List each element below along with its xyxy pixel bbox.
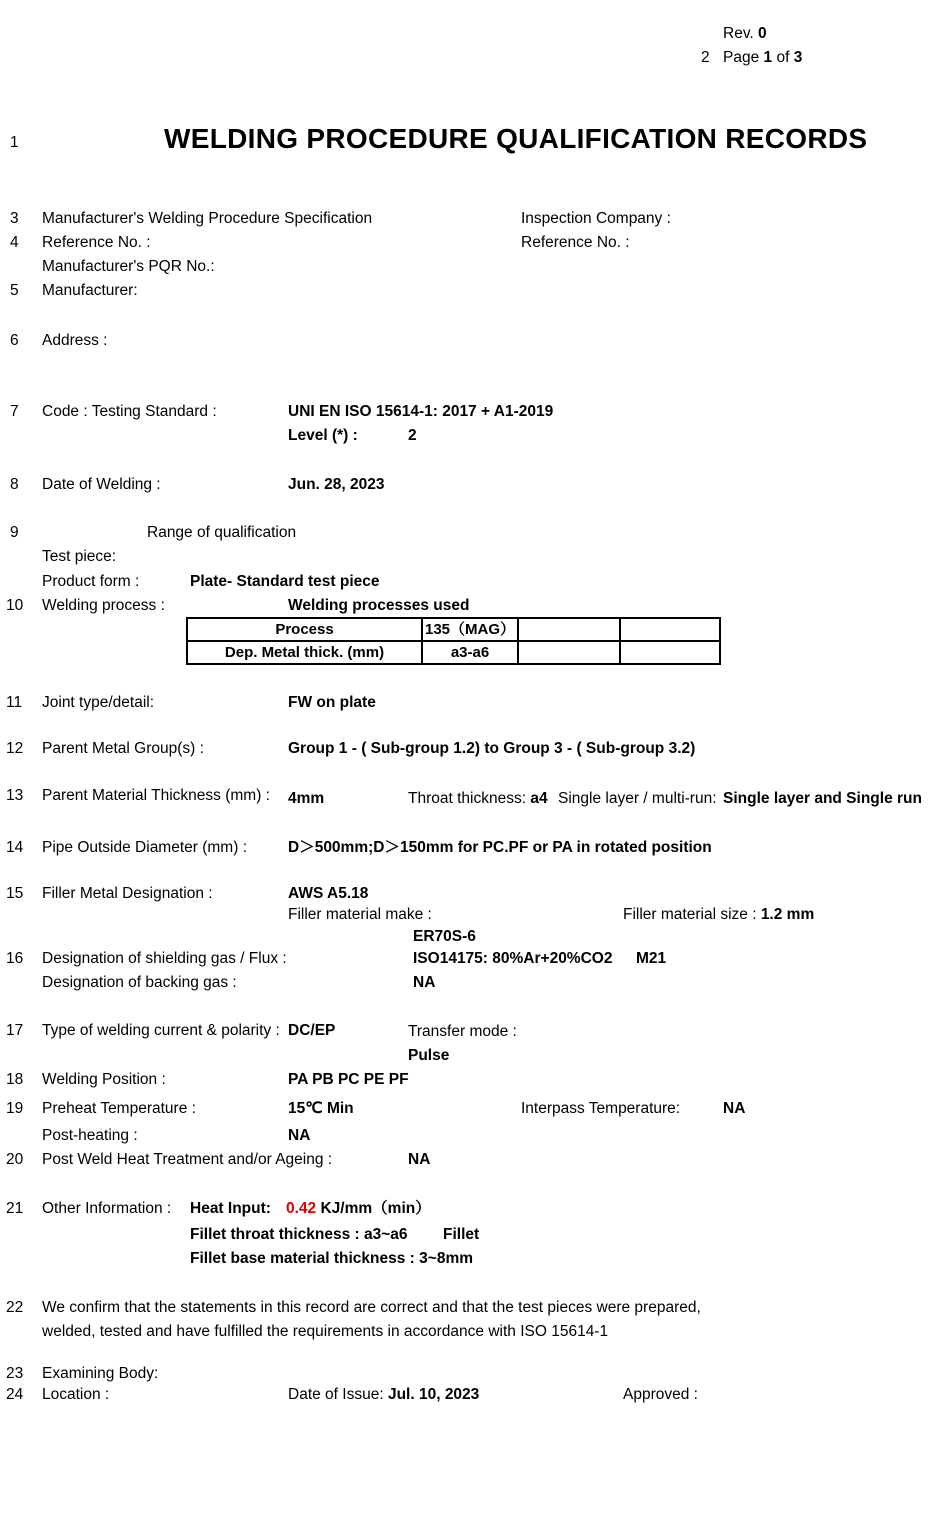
line-number: 3 [10,210,19,227]
page-num-left: 2 [701,49,710,66]
other-info-label: Other Information : [42,1200,172,1217]
line-number: 23 [6,1365,24,1382]
heat-input-label: Heat Input: [190,1200,271,1217]
table-row [187,618,720,641]
table-row [187,641,720,664]
line-number: 1 [10,134,19,151]
revision [723,25,767,43]
range-label: Range of qualification [147,524,297,541]
interpass-value: NA [723,1100,746,1117]
filler-classification: ER70S-6 [413,928,476,945]
location-label: Location : [42,1386,110,1403]
throat-label: Throat thickness: [408,790,527,807]
process-table [186,617,721,665]
shielding-code: M21 [636,950,667,967]
filler-size-label: Filler material size : [623,906,757,923]
pwht-label: Post Weld Heat Treatment and/or Ageing : [42,1151,333,1168]
examining-body-label: Examining Body: [42,1365,159,1382]
throat-thickness [408,790,548,808]
filler-size [623,906,814,924]
current-value: DC/EP [288,1022,336,1039]
wps-label: Manufacturer's Welding Procedure Specification [42,210,373,227]
thickness-value: 4mm [288,790,325,807]
layer-label: Single layer / multi-run: [558,790,717,807]
table-cell [620,618,720,641]
level-label: Level (*) : [288,427,358,444]
page-title: WELDING PROCEDURE QUALIFICATION RECORDS [164,123,868,154]
line-number: 13 [6,787,24,804]
confirmation-line-1: We confirm that the statements in this record are correct and that the test pieces were prepared, [42,1299,701,1316]
table-cell: 135（MAG） [422,618,518,641]
line-number: 24 [6,1386,24,1403]
filler-size-value: 1.2 mm [760,906,815,923]
welding-process-label: Welding process : [42,597,165,614]
shielding-value: ISO14175: 80%Ar+20%CO2 [413,950,613,967]
line-number: 11 [6,694,23,711]
address-label: Address : [42,332,108,349]
line-number: 17 [6,1022,24,1039]
backing-gas-label: Designation of backing gas : [42,974,237,991]
line-number: 8 [10,476,19,493]
shielding-label: Designation of shielding gas / Flux : [42,950,287,967]
manufacturer-label: Manufacturer: [42,282,138,299]
table-cell: Dep. Metal thick. (mm) [187,641,422,664]
table-cell [518,641,620,664]
product-form-label: Product form : [42,573,140,590]
test-piece-label: Test piece: [42,548,117,565]
preheat-label: Preheat Temperature : [42,1100,196,1117]
preheat-value: 15℃ Min [288,1100,354,1117]
line-number: 4 [10,234,19,251]
level-value: 2 [408,427,417,444]
fillet-word: Fillet [443,1226,480,1243]
postheat-label: Post-heating : [42,1127,138,1144]
line-number: 19 [6,1100,24,1117]
product-form-value: Plate- Standard test piece [190,573,380,590]
code-label: Code : Testing Standard : [42,403,217,420]
rev-value: 0 [758,25,767,42]
postheat-value: NA [288,1127,311,1144]
pipe-label: Pipe Outside Diameter (mm) : [42,839,247,856]
table-cell: a3-a6 [422,641,518,664]
filler-label: Filler Metal Designation : [42,885,213,902]
line-number: 14 [6,839,24,856]
processes-used-label: Welding processes used [288,597,470,614]
inspection-reference-label: Reference No. : [521,234,630,251]
line-number: 9 [10,524,19,541]
page-current: 1 [763,49,773,66]
heat-input [286,1200,431,1218]
inspection-company-label: Inspection Company : [521,210,671,227]
parent-group-value: Group 1 - ( Sub-group 1.2) to Group 3 - ( Sub-group 3.2) [288,740,696,757]
pqr-no-label: Manufacturer's PQR No.: [42,258,215,275]
transfer-mode-value: Pulse [408,1047,450,1064]
date-of-issue [288,1386,479,1404]
pipe-value: D＞500mm;D＞150mm for PC.PF or PA in rotated position [288,839,712,856]
table-cell [620,641,720,664]
fillet-base-thickness: Fillet base material thickness : 3~8mm [190,1250,474,1267]
transfer-mode-label: Transfer mode : [408,1023,517,1040]
backing-gas-value: NA [413,974,436,991]
filler-value: AWS A5.18 [288,885,369,902]
joint-value: FW on plate [288,694,376,711]
filler-make-label: Filler material make : [288,906,432,923]
date-of-welding-label: Date of Welding : [42,476,161,493]
confirmation-line-2: welded, tested and have fulfilled the requirements in accordance with ISO 15614-1 [42,1323,609,1340]
fillet-throat-thickness: Fillet throat thickness : a3~a6 [190,1226,408,1243]
heat-input-value: 0.42 [286,1200,317,1217]
date-of-issue-label: Date of Issue: [288,1386,384,1403]
date-of-issue-value: Jul. 10, 2023 [387,1386,480,1403]
pwht-value: NA [408,1151,431,1168]
heat-input-unit: KJ/mm（min） [320,1200,431,1217]
line-number: 6 [10,332,19,349]
line-number: 21 [6,1200,24,1217]
interpass-label: Interpass Temperature: [521,1100,681,1117]
position-label: Welding Position : [42,1071,166,1088]
approved-label: Approved : [623,1386,698,1403]
line-number: 18 [6,1071,24,1088]
page-label: Page [723,49,760,66]
line-number: 15 [6,885,24,902]
line-number: 5 [10,282,19,299]
line-number: 16 [6,950,24,967]
layer-value: Single layer and Single run [723,790,922,807]
table-cell: Process [187,618,422,641]
page-indicator [723,49,802,67]
page-of: of [776,49,790,66]
table-cell [518,618,620,641]
current-label: Type of welding current & polarity : [42,1022,280,1039]
joint-label: Joint type/detail: [42,694,155,711]
rev-label: Rev. [723,25,754,42]
date-of-welding-value: Jun. 28, 2023 [288,476,385,493]
position-value: PA PB PC PE PF [288,1071,409,1088]
line-number: 22 [6,1299,24,1316]
reference-no-label: Reference No. : [42,234,151,251]
line-number: 7 [10,403,19,420]
throat-value: a4 [530,790,548,807]
thickness-label: Parent Material Thickness (mm) : [42,787,270,804]
parent-group-label: Parent Metal Group(s) : [42,740,204,757]
code-value: UNI EN ISO 15614-1: 2017 + A1-2019 [288,403,554,420]
line-number: 20 [6,1151,24,1168]
line-number: 10 [6,597,24,614]
page-total: 3 [793,49,803,66]
line-number: 12 [6,740,24,757]
